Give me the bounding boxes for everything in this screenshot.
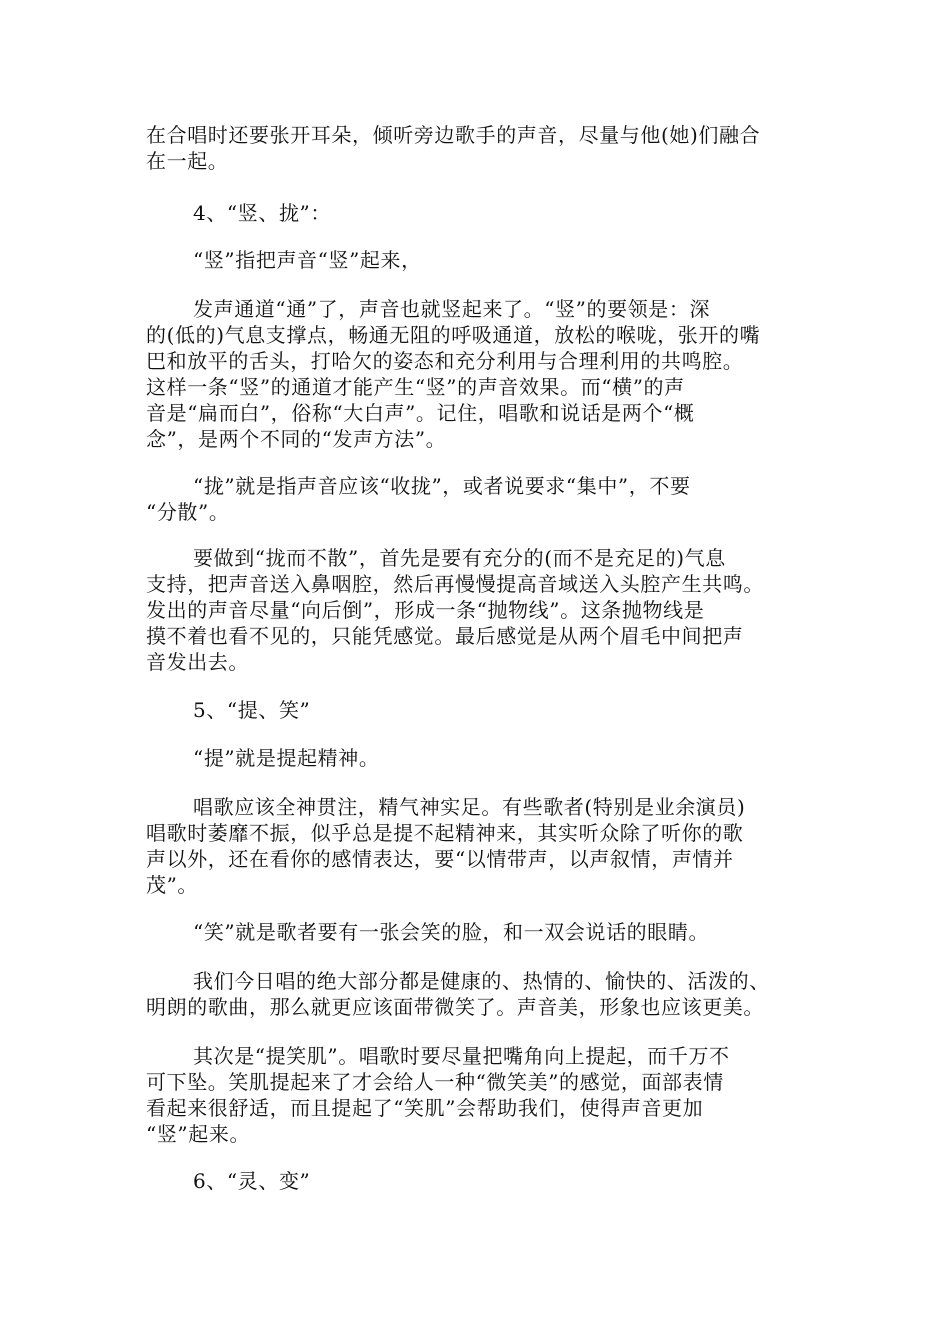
text-line: 茂”。 xyxy=(146,873,199,897)
paragraph-ti-definition xyxy=(146,745,808,771)
text-line: 声以外，还在看你的感情表达，要“以情带声，以声叙情，声情并 xyxy=(146,847,734,871)
section-heading-4 xyxy=(146,200,808,226)
section-heading-6 xyxy=(146,1168,808,1194)
text-line: 看起来很舒适，而且提起了“笑肌”会帮助我们，使得声音更加 xyxy=(146,1096,704,1120)
text-line: 的(低的)气息支撑点，畅通无阻的呼吸通道，放松的喉咙，张开的嘴 xyxy=(146,323,761,347)
heading-text: 4、“竖、拢”： xyxy=(193,201,331,225)
text-line: 其次是“提笑肌”。唱歌时要尽量把嘴角向上提起，而千万不 xyxy=(193,1044,730,1068)
paragraph-xiao-songs xyxy=(146,968,808,1020)
text-line: “竖”起来。 xyxy=(146,1122,251,1146)
text-line: 唱歌应该全神贯注，精气神实足。有些歌者(特别是业余演员) xyxy=(193,795,746,819)
paragraph-long-details xyxy=(146,545,808,675)
paragraph-ti-details xyxy=(146,794,808,898)
text-line: 唱歌时萎靡不振，似乎总是提不起精神来，其实听众除了听你的歌 xyxy=(146,821,744,845)
text-line: 摸不着也看不见的，只能凭感觉。最后感觉是从两个眉毛中间把声 xyxy=(146,624,744,648)
text-line: 念”，是两个不同的“发声方法”。 xyxy=(146,427,447,451)
paragraph-choir-listening xyxy=(146,122,808,174)
text-line: 巴和放平的舌头，打哈欠的姿态和充分利用与合理利用的共鸣腔。 xyxy=(146,349,744,373)
text-line: 明朗的歌曲，那么就更应该面带微笑了。声音美，形象也应该更美。 xyxy=(146,995,764,1019)
text-line: “分散”。 xyxy=(146,500,230,524)
text-line: 在合唱时还要张开耳朵，倾听旁边歌手的声音，尽量与他(她)们融合 xyxy=(146,123,761,147)
text-line: 音发出去。 xyxy=(146,650,249,674)
heading-text: 6、“灵、变” xyxy=(193,1169,311,1193)
heading-text: 5、“提、笑” xyxy=(193,698,311,722)
paragraph-smile-muscle xyxy=(146,1043,808,1147)
text-line: 音是“扁而白”，俗称“大白声”。记住，唱歌和说话是两个“概 xyxy=(146,401,695,425)
text-line: “提”就是提起精神。 xyxy=(193,746,380,770)
text-line: 支持，把声音送入鼻咽腔，然后再慢慢提高音域送入头腔产生共鸣。 xyxy=(146,572,764,596)
section-heading-5 xyxy=(146,697,808,723)
text-line: 这样一条“竖”的通道才能产生“竖”的声音效果。而“横”的声 xyxy=(146,375,685,399)
text-line: 发出的声音尽量“向后倒”，形成一条“抛物线”。这条抛物线是 xyxy=(146,598,705,622)
text-line: 在一起。 xyxy=(146,149,229,173)
text-line: “笑”就是歌者要有一张会笑的脸，和一双会说话的眼睛。 xyxy=(193,920,710,944)
text-line: 要做到“拢而不散”，首先是要有充分的(而不是充足的)气息 xyxy=(193,546,726,570)
paragraph-long-definition xyxy=(146,473,808,525)
text-line: 可下坠。笑肌提起来了才会给人一种“微笑美”的感觉，面部表情 xyxy=(146,1070,724,1094)
text-line: “竖”指把声音“竖”起来， xyxy=(193,248,422,272)
text-line: “拢”就是指声音应该“收拢”，或者说要求“集中”，不要 xyxy=(193,474,691,498)
paragraph-shu-details xyxy=(146,296,808,452)
paragraph-xiao-definition xyxy=(146,919,808,945)
text-line: 发声通道“通”了，声音也就竖起来了。“竖”的要领是：深 xyxy=(193,297,711,321)
text-line: 我们今日唱的绝大部分都是健康的、热情的、愉快的、活泼的、 xyxy=(193,969,770,993)
paragraph-shu-definition xyxy=(146,247,808,273)
